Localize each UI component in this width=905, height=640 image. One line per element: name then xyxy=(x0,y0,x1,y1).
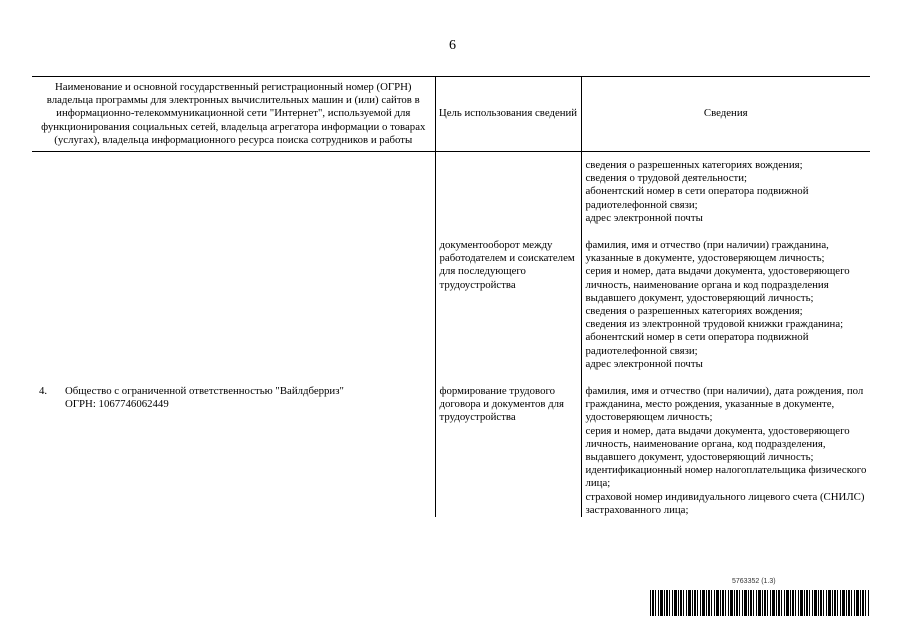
table-header-row xyxy=(32,77,870,152)
page-number: 6 xyxy=(449,38,456,53)
table-row xyxy=(32,159,870,225)
ogrn-line xyxy=(35,398,432,411)
row-number: 4. xyxy=(39,385,48,398)
purpose-cell: документооборот между работодателем и соискателем для последующего трудоустройства xyxy=(435,239,581,371)
info-cell: сведения о разрешенных категориях вождения; сведения о трудовой деятельности; абонентский номер в сети оператора подвижной радиотелефонной связи; адрес электронной почты xyxy=(581,159,870,225)
table-row xyxy=(32,239,870,371)
info-cell: фамилия, имя и отчество (при наличии) гражданина, указанные в документе, удостоверяющем личность; серия и номер, дата выдачи документа, удостоверяющего личность, наименование органа и код подразделения выдавшего документ, удостоверяющий личность; сведения о разрешенных категориях вождения; сведения из электронной трудовой книжки гражданина; абонентский номер в сети оператора подвижной радиотелефонной связи; адрес электронной почты xyxy=(581,239,870,371)
owner-cell xyxy=(32,385,435,517)
purpose-cell xyxy=(435,159,581,225)
purpose-cell: формирование трудового договора и документов для трудоустройства xyxy=(435,385,581,517)
org-name-line xyxy=(35,385,432,398)
owner-cell xyxy=(32,239,435,371)
barcode-code: 5763352 (1.3) xyxy=(732,578,776,585)
table-row xyxy=(32,385,870,517)
data-table xyxy=(32,76,870,517)
header-owner-column: Наименование и основной государственный регистрационный номер (ОГРН) владельца программы для электронных вычислительных машин и (или) сайтов в информационно-телекоммуникационной сети "Интернет", используемой для функционирования социальных сетей, владельца агрегатора информации о товарах (услугах), владельца информационного ресурса поиска сотрудников и работы xyxy=(32,77,435,152)
ogrn-value: : 1067746062449 xyxy=(92,398,169,411)
header-purpose-column: Цель использования сведений xyxy=(435,77,581,152)
info-cell: фамилия, имя и отчество (при наличии), дата рождения, пол гражданина, место рождения, указанные в документе, удостоверяющем личность; серия и номер, дата выдачи документа, удостоверяющего личность, наименование органа, код подразделения, выдавшего документ, удостоверяющий личность; идентификационный номер налогоплательщика физического лица; страховой номер индивидуального лицевого счета (СНИЛС) застрахованного лица; xyxy=(581,385,870,517)
barcode-icon xyxy=(650,590,870,616)
ogrn-label: ОГРН xyxy=(65,398,93,411)
org-name: Общество с ограниченной ответственностью "Вайлдберриз" xyxy=(65,385,344,398)
header-info-column: Сведения xyxy=(581,77,870,152)
owner-cell xyxy=(32,159,435,225)
